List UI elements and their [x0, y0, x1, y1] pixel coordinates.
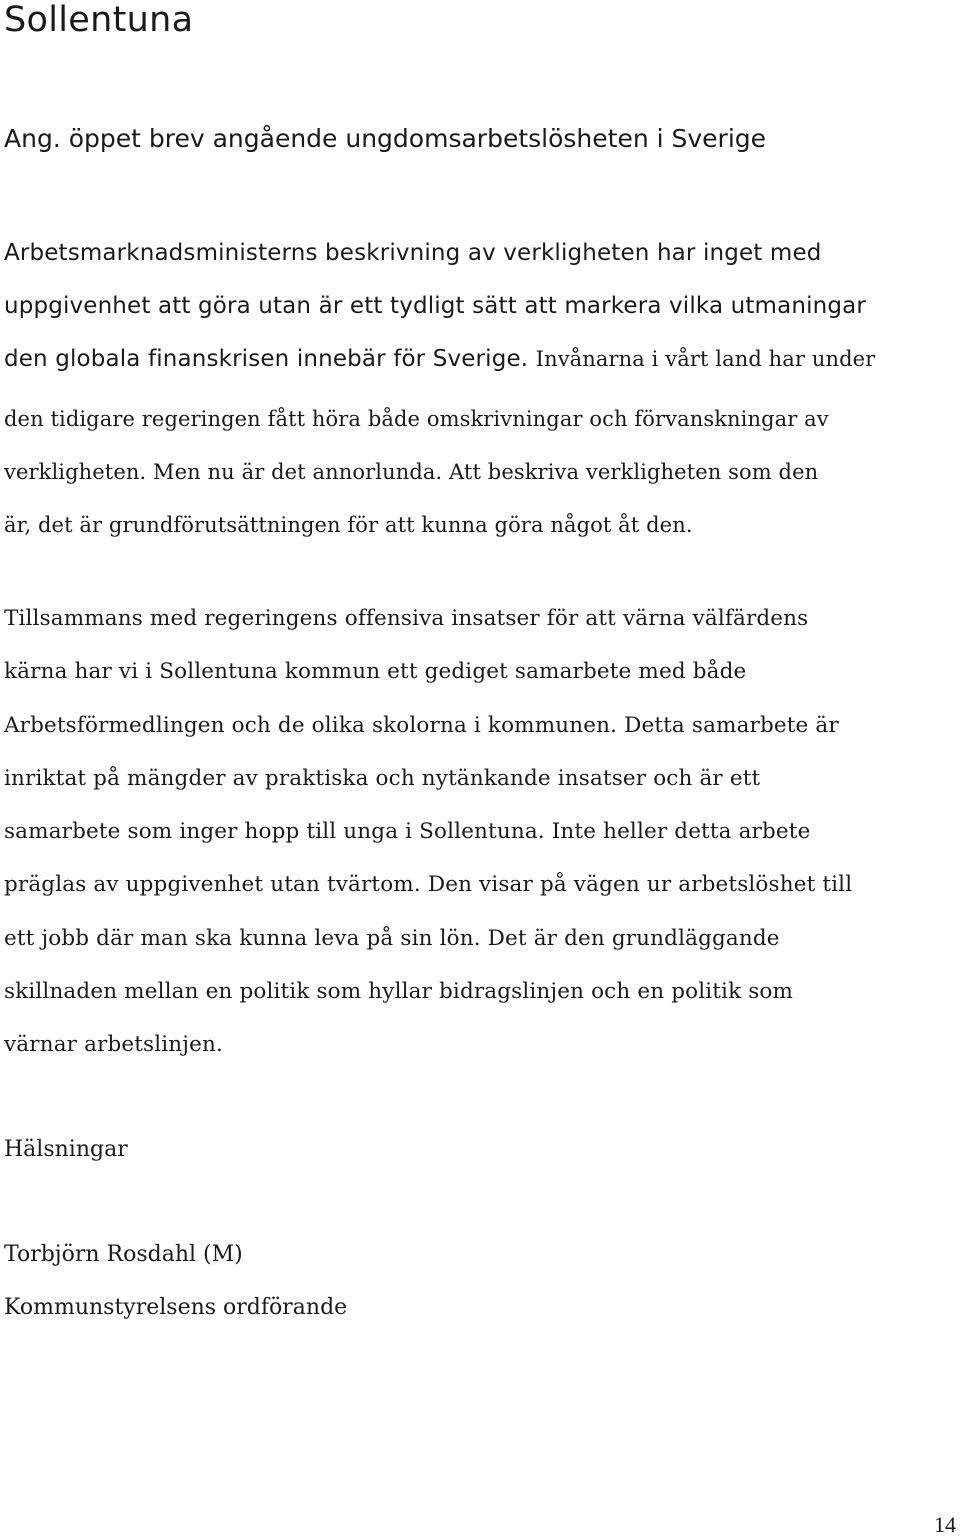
- page-title: Sollentuna: [4, 0, 194, 40]
- paragraph-2-line: ett jobb där man ska kunna leva på sin lön. Det är den grundläggande: [4, 925, 780, 951]
- page-number: 14: [934, 1512, 956, 1537]
- signature-name: Torbjörn Rosdahl (M): [4, 1242, 243, 1267]
- paragraph-2-line: präglas av uppgivenhet utan tvärtom. Den visar på vägen ur arbetslöshet till: [4, 872, 853, 898]
- paragraph-2-line: Arbetsförmedlingen och de olika skolorna i kommunen. Detta samarbete är: [4, 712, 839, 738]
- paragraph-1-line-1: Arbetsmarknadsministerns beskrivning av verkligheten har inget med: [4, 240, 822, 266]
- signature-title: Kommunstyrelsens ordförande: [4, 1295, 348, 1320]
- paragraph-2-line: samarbete som inger hopp till unga i Sollentuna. Inte heller detta arbete: [4, 819, 811, 845]
- paragraph-1-line-4: den tidigare regeringen fått höra både omskrivningar och förvanskningar av: [4, 407, 829, 431]
- paragraph-2-line: värnar arbetslinjen.: [4, 1032, 223, 1058]
- paragraph-1-line-3-part-a: den globala finanskrisen innebär för Sverige.: [4, 346, 536, 372]
- paragraph-1-line-3-part-b: Invånarna i vårt land har under: [535, 347, 876, 371]
- paragraph-2-line: kärna har vi i Sollentuna kommun ett gediget samarbete med både: [4, 659, 747, 685]
- closing-greeting: Hälsningar: [4, 1137, 128, 1162]
- paragraph-1-line-3: [4, 333, 960, 393]
- paragraph-2-line: skillnaden mellan en politik som hyllar bidragslinjen och en politik som: [4, 979, 794, 1005]
- paragraph-2-line: inriktat på mängder av praktiska och nytänkande insatser och är ett: [4, 765, 761, 791]
- paragraph-1-line-6: är, det är grundförutsättningen för att kunna göra något åt den.: [4, 513, 693, 537]
- paragraph-1-line-5: verkligheten. Men nu är det annorlunda. Att beskriva verkligheten som den: [4, 460, 819, 484]
- paragraph-2: [4, 592, 960, 1072]
- subject-line: Ang. öppet brev angående ungdomsarbetslösheten i Sverige: [4, 124, 767, 153]
- paragraph-1: [4, 227, 960, 552]
- paragraph-2-line: Tillsammans med regeringens offensiva insatser för att värna välfärdens: [4, 606, 809, 631]
- paragraph-1-line-2: uppgivenhet att göra utan är ett tydligt sätt att markera vilka utmaningar: [4, 293, 866, 319]
